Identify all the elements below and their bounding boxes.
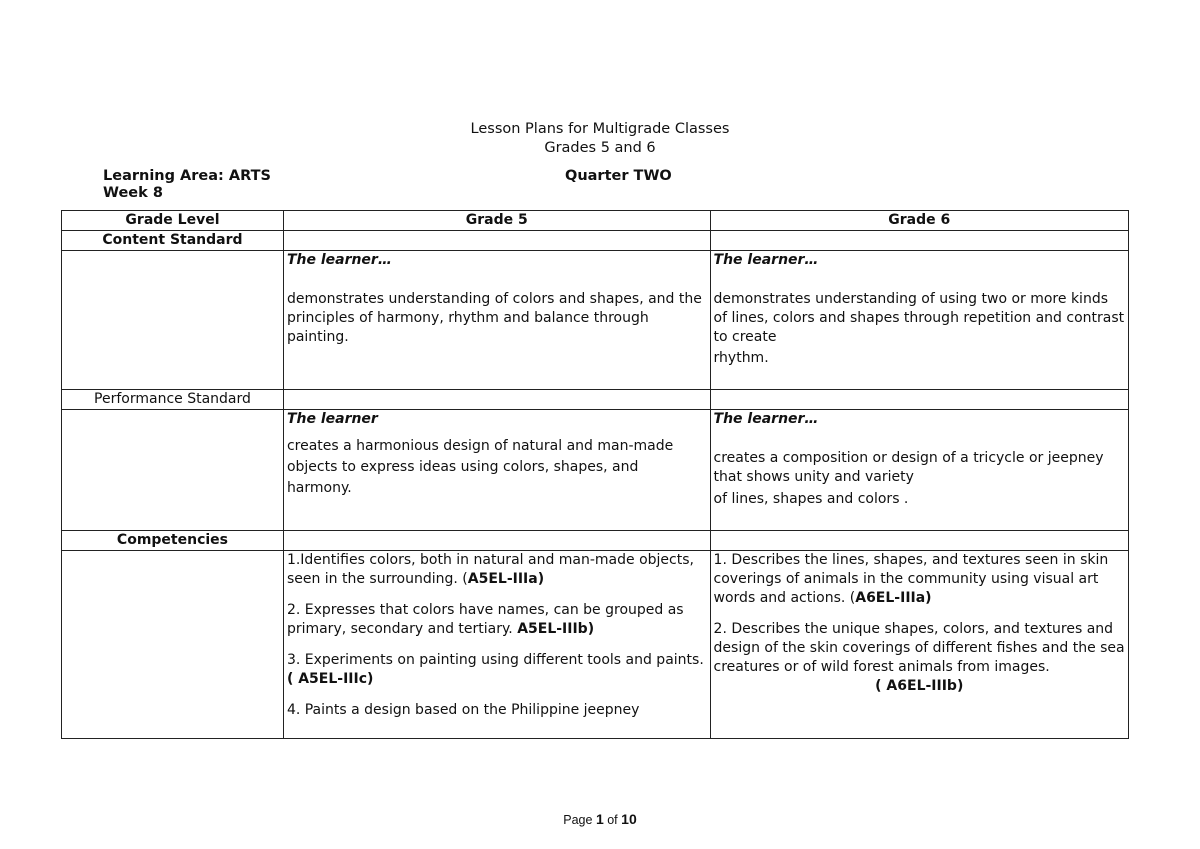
competency-item: 1. Describes the lines, shapes, and textures seen in skin coverings of animals in the community using visual art words and actions. (A6EL-IIIa) xyxy=(713,552,1109,606)
competencies-grade6-cell xyxy=(710,551,1128,739)
document-subtitle: Grades 5 and 6 xyxy=(544,140,656,156)
competencies-grade5-cell xyxy=(283,551,710,739)
document-title: Lesson Plans for Multigrade Classes xyxy=(470,121,730,137)
quarter-label: Quarter TWO xyxy=(565,168,672,184)
learning-area: Learning Area: ARTS xyxy=(103,168,271,184)
performance-standard-heading-row xyxy=(62,390,1129,410)
performance-standard-grade6-lead: The learner… xyxy=(713,411,819,427)
performance-standard-grade6-cell xyxy=(710,410,1128,531)
week-label: Week 8 xyxy=(103,185,163,201)
header-grade-level: Grade Level xyxy=(62,211,284,231)
performance-standard-label: Performance Standard xyxy=(62,390,284,410)
competency-item: 3. Experiments on painting using different tools and paints. ( A5EL-IIIc) xyxy=(286,652,704,687)
lesson-plan-table xyxy=(61,210,1129,739)
competencies-label: Competencies xyxy=(62,531,284,551)
header-grade-5: Grade 5 xyxy=(283,211,710,231)
content-standard-grade5-lead: The learner… xyxy=(286,252,392,268)
performance-standard-row xyxy=(62,410,1129,531)
performance-standard-grade6-text: creates a composition or design of a tricycle or jeepney that shows unity and variety xyxy=(713,450,1104,485)
performance-standard-grade5-lead: The learner xyxy=(286,411,378,427)
header-grade-6: Grade 6 xyxy=(710,211,1128,231)
content-standard-label: Content Standard xyxy=(62,231,284,251)
page-current: 1 xyxy=(595,811,604,827)
competency-item: 2. Expresses that colors have names, can be grouped as primary, secondary and tertiary. A5EL-IIIb) xyxy=(286,602,684,637)
performance-standard-grade5-text: creates a harmonious design of natural and man-made objects to express ideas using colors, shapes, and harmony. xyxy=(286,438,674,496)
page-footer: Page 1 of 10 xyxy=(563,811,637,827)
content-standard-row xyxy=(62,251,1129,390)
table-header-row xyxy=(62,211,1129,231)
competency-item: 4. Paints a design based on the Philippine jeepney xyxy=(286,702,640,718)
competency-item: 2. Describes the unique shapes, colors, and textures and design of the skin coverings of different fishes and the sea creatures or of wild forest animals from images. xyxy=(713,621,1125,675)
content-standard-grade6-lead: The learner… xyxy=(713,252,819,268)
performance-standard-grade5-cell xyxy=(283,410,710,531)
content-standard-grade5-text: demonstrates understanding of colors and shapes, and the principles of harmony, rhythm and balance through painting. xyxy=(286,291,702,345)
content-standard-heading-row xyxy=(62,231,1129,251)
competencies-heading-row xyxy=(62,531,1129,551)
content-standard-grade5-cell xyxy=(283,251,710,390)
page-total: 10 xyxy=(621,811,637,827)
competency-item: 1.Identifies colors, both in natural and man-made objects, seen in the surrounding. (A5EL-IIIa) xyxy=(286,552,694,587)
competency-code: ( A6EL-IIIb) xyxy=(875,678,964,694)
content-standard-grade6-cell xyxy=(710,251,1128,390)
performance-standard-grade6-text2: of lines, shapes and colors . xyxy=(713,491,909,507)
content-standard-grade6-text: demonstrates understanding of using two or more kinds of lines, colors and shapes through repetition and contrast to create xyxy=(713,291,1125,345)
content-standard-grade6-text2: rhythm. xyxy=(713,350,769,366)
competencies-row xyxy=(62,551,1129,739)
